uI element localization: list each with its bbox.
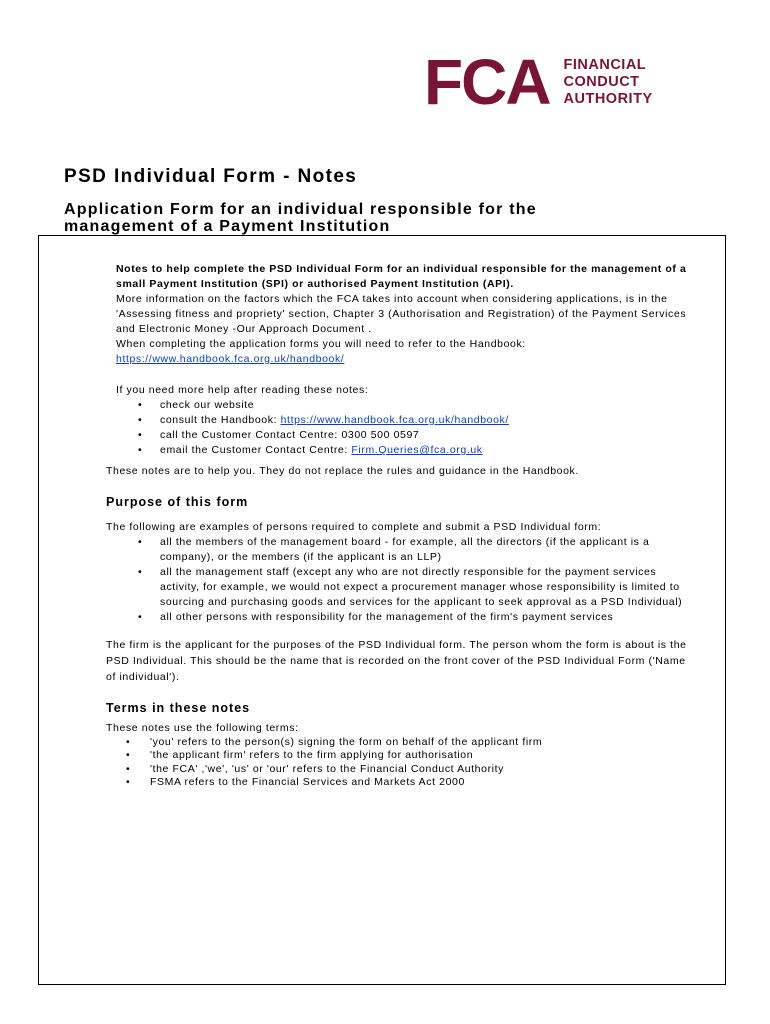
handbook-link[interactable]: https://www.handbook.fca.org.uk/handbook/	[116, 353, 345, 365]
handbook-link-2[interactable]: https://www.handbook.fca.org.uk/handbook/	[280, 414, 509, 426]
disclaimer: These notes are to help you. They do not replace the rules and guidance in the Handbook.	[106, 465, 579, 477]
help-item-handbook: • consult the Handbook: https://www.handbook.fca.org.uk/handbook/	[106, 413, 696, 428]
terms-item: • 'the FCA' ,'we', 'us' or 'our' refers to the Financial Conduct Authority	[106, 763, 696, 777]
logo-line-conduct: CONDUCT	[563, 73, 640, 90]
purpose-list	[106, 535, 696, 625]
terms-item: • 'you' refers to the person(s) signing the form on behalf of the applicant firm	[106, 736, 696, 750]
logo-line-financial: FINANCIAL	[563, 56, 647, 73]
help-item-email: • email the Customer Contact Centre: Firm.Queries@fca.org.uk	[106, 443, 696, 458]
fca-logo-mark: FCA	[424, 46, 550, 118]
purpose-item: • all the management staff (except any who are not directly responsible for the payment services activity, for example, we would not expect a procurement manager whose responsibility is limited to sourcing and purchasing goods and services for the applicant to seek approval as a PSD Individual)	[106, 565, 696, 610]
terms-item: • 'the applicant firm' refers to the firm applying for authorisation	[106, 749, 696, 763]
intro-heading: Notes to help complete the PSD Individual Form for an individual responsible for the management of a small Payment Institution (SPI) or authorised Payment Institution (API).	[116, 263, 687, 290]
logo-line-authority: AUTHORITY	[563, 90, 653, 107]
purpose-closing: The firm is the applicant for the purposes of the PSD Individual form. The person whom the form is about is the PSD Individual. This should be the name that is recorded on the front cover of the PSD Individual Form ('Name of individual').	[106, 639, 687, 683]
page-title: PSD Individual Form - Notes	[64, 166, 358, 187]
purpose-heading: Purpose of this form	[106, 495, 249, 509]
purpose-lead: The following are examples of persons required to complete and submit a PSD Individual form:	[106, 521, 602, 533]
notes-content	[106, 262, 696, 790]
email-link[interactable]: Firm.Queries@fca.org.uk	[351, 444, 483, 456]
intro-paragraph: More information on the factors which the FCA takes into account when considering applications, is in the 'Assessing fitness and propriety' section, Chapter 3 (Authorisation and Registration) of the Payment Services and Electronic Money -Our Approach Document .	[116, 293, 687, 335]
terms-heading: Terms in these notes	[106, 701, 251, 715]
terms-item: • FSMA refers to the Financial Services and Markets Act 2000	[106, 776, 696, 790]
handbook-reference: When completing the application forms you will need to refer to the Handbook:	[116, 338, 526, 350]
fca-logo	[424, 46, 653, 118]
help-item-website: • check our website	[106, 398, 696, 413]
fca-logo-wordmark	[564, 57, 653, 108]
help-list	[106, 398, 696, 458]
help-item-phone: • call the Customer Contact Centre: 0300 500 0597	[106, 428, 696, 443]
terms-list	[106, 736, 696, 790]
purpose-item: • all other persons with responsibility for the management of the firm's payment services	[106, 610, 696, 625]
page-subtitle: Application Form for an individual responsible for the management of a Payment Institution	[64, 201, 537, 235]
purpose-item: • all the members of the management board - for example, all the directors (if the applicant is a company), or the members (if the applicant is an LLP)	[106, 535, 696, 565]
help-lead: If you need more help after reading these notes:	[116, 384, 369, 396]
terms-lead: These notes use the following terms:	[106, 722, 299, 734]
